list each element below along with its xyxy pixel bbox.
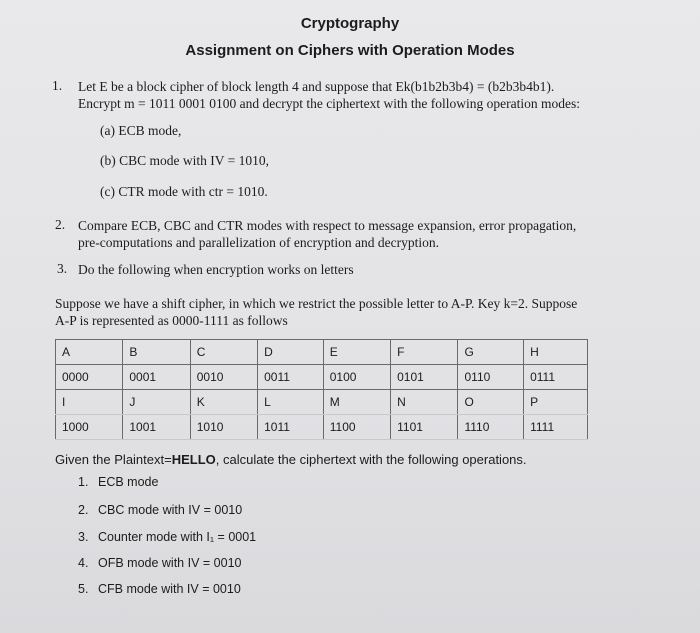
q2-line2: pre-computations and parallelization of encryption and decryption. xyxy=(78,235,439,250)
table-cell: 1110 xyxy=(458,415,524,440)
table-cell: 1010 xyxy=(190,415,257,440)
operation-text: CBC mode with IV = 0010 xyxy=(98,503,243,517)
table-cell: B xyxy=(123,340,190,365)
q1-line2: Encrypt m = 1011 0001 0100 and decrypt the ciphertext with the following operation modes: xyxy=(78,96,581,111)
table-cell: C xyxy=(190,340,257,365)
table-cell: O xyxy=(458,390,524,415)
table-cell: 0000 xyxy=(56,365,123,390)
table-cell: 0110 xyxy=(458,365,524,390)
operation-number: 5. xyxy=(78,582,89,596)
plaintext-word: HELLO xyxy=(171,452,216,467)
table-cell: F xyxy=(391,340,458,365)
operation-text: ECB mode xyxy=(98,475,159,489)
table-cell: H xyxy=(524,340,588,365)
table-cell: 0001 xyxy=(123,365,190,390)
shift-cipher-text xyxy=(55,295,577,329)
operation-text: CFB mode with IV = 0010 xyxy=(98,582,241,596)
table-cell: G xyxy=(458,340,524,365)
table-cell: 1101 xyxy=(391,415,458,440)
operation-number: 2. xyxy=(78,503,89,517)
table-row-binary-2 xyxy=(56,415,588,440)
course-title: Cryptography xyxy=(300,15,400,32)
table-cell: 0010 xyxy=(190,365,257,390)
q1-option-b: (b) CBC mode with IV = 1010, xyxy=(100,153,269,168)
operation-number: 1. xyxy=(78,475,89,489)
operation-text: OFB mode with IV = 0010 xyxy=(98,556,242,570)
table-cell: 0011 xyxy=(258,365,324,390)
table-cell: K xyxy=(190,390,257,415)
operation-number: 4. xyxy=(78,556,89,570)
q1-option-c: (c) CTR mode with ctr = 1010. xyxy=(100,184,268,199)
q1-number: 1. xyxy=(52,78,63,93)
table-cell: 0100 xyxy=(323,365,390,390)
q1-text xyxy=(78,78,580,112)
table-cell: M xyxy=(323,390,390,415)
operation-number: 3. xyxy=(78,530,89,544)
q2-number: 2. xyxy=(55,217,66,232)
table-cell: 1001 xyxy=(123,415,190,440)
plaintext-prefix: Given the Plaintext= xyxy=(55,452,172,467)
q2-line1: Compare ECB, CBC and CTR modes with respect to message expansion, error propagation, xyxy=(78,218,577,233)
table-row-letters-2 xyxy=(56,390,588,415)
table-row-binary-1 xyxy=(56,365,588,390)
plaintext-suffix: , calculate the ciphertext with the following operations. xyxy=(215,452,527,467)
table-cell: E xyxy=(323,340,390,365)
plaintext-instruction xyxy=(55,452,527,467)
table-cell: 1111 xyxy=(524,415,588,440)
table-row-letters-1 xyxy=(56,340,588,365)
table-cell: P xyxy=(524,390,588,415)
q1-option-a: (a) ECB mode, xyxy=(100,123,182,138)
table-cell: 0111 xyxy=(524,365,588,390)
operation-item-5 xyxy=(78,582,241,596)
table-cell: 1100 xyxy=(323,415,390,440)
operation-item-1 xyxy=(78,475,158,489)
q3-number: 3. xyxy=(57,261,68,276)
table-cell: D xyxy=(258,340,324,365)
operation-item-2 xyxy=(78,503,242,517)
table-cell: 1011 xyxy=(258,415,324,440)
table-cell: 1000 xyxy=(56,415,123,440)
q1-line1: Let E be a block cipher of block length 4 and suppose that Ek(b1b2b3b4) = (b2b3b4b1). xyxy=(78,79,555,94)
letter-binary-table xyxy=(55,339,588,440)
table-cell: N xyxy=(391,390,458,415)
table-cell: I xyxy=(56,390,123,415)
shift-line1: Suppose we have a shift cipher, in which we restrict the possible letter to A-P. Key k=2. Suppose xyxy=(55,296,578,311)
operation-item-3 xyxy=(78,530,256,544)
q3-text: Do the following when encryption works on letters xyxy=(78,262,354,277)
table-cell: L xyxy=(258,390,324,415)
q2-text xyxy=(78,217,576,251)
assignment-title: Assignment on Ciphers with Operation Modes xyxy=(185,42,515,59)
shift-line2: A-P is represented as 0000-1111 as follows xyxy=(55,313,288,328)
operation-item-4 xyxy=(78,556,241,570)
table-cell: A xyxy=(56,340,123,365)
table-cell: J xyxy=(123,390,190,415)
operation-text: Counter mode with I₁ = 0001 xyxy=(98,530,257,544)
table-cell: 0101 xyxy=(391,365,458,390)
